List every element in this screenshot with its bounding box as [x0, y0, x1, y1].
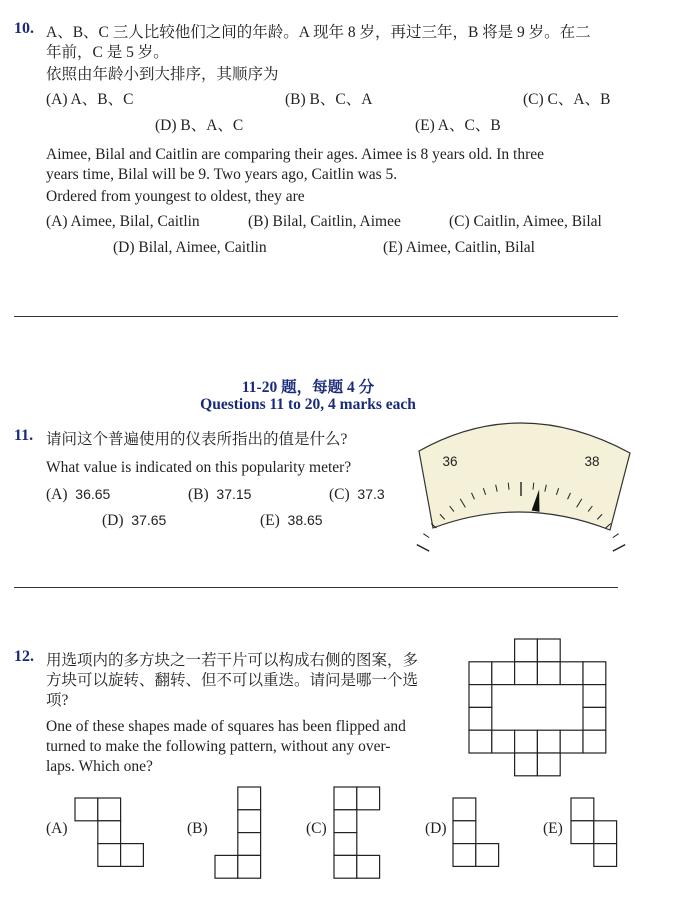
grid-square: [238, 855, 261, 878]
grid-square: [492, 662, 515, 685]
q10-cn-option-b[interactable]: (B) B、C、A: [285, 91, 373, 108]
grid-square: [492, 730, 515, 753]
q12-option-shape-c: [334, 787, 380, 878]
q11-option-d-value: 37.65: [131, 512, 167, 528]
grid-square: [98, 844, 121, 867]
q10-cn-option-a[interactable]: (A) A、B、C: [46, 91, 134, 108]
grid-square: [583, 685, 606, 708]
q10-en-option-c[interactable]: (C) Caitlin, Aimee, Bilal: [449, 213, 602, 230]
q11-option-e-letter: (E): [260, 512, 280, 529]
grid-square: [357, 787, 380, 810]
grid-square: [98, 821, 121, 844]
q10-cn-line3: 依照由年龄小到大排序，其顺序为: [46, 66, 279, 83]
q12-option-d-label[interactable]: (D): [425, 820, 447, 837]
q11-option-a-value: 36.65: [75, 486, 111, 502]
grid-square: [537, 639, 560, 662]
grid-square: [334, 787, 357, 810]
meter-max-label: 38: [584, 454, 600, 469]
grid-square: [594, 821, 617, 844]
grid-square: [515, 730, 538, 753]
q12-en-line3: laps. Which one?: [46, 758, 153, 775]
grid-square: [469, 685, 492, 708]
meter-min-label: 36: [442, 454, 458, 469]
q11-option-e-value: 38.65: [287, 512, 323, 528]
q12-cn-line2: 方块可以旋转、翻转、但不可以重迭。请问是哪一个选: [46, 672, 419, 689]
grid-square: [469, 662, 492, 685]
q11-option-d-letter: (D): [102, 512, 124, 529]
grid-square: [75, 798, 98, 821]
q10-cn-option-d[interactable]: (D) B、A、C: [155, 117, 244, 134]
q10-en-line2: years time, Bilal will be 9. Two years ago, Caitlin was 5.: [46, 166, 398, 183]
grid-square: [334, 810, 357, 833]
q12-option-c-label[interactable]: (C): [306, 820, 327, 837]
q10-en-option-b[interactable]: (B) Bilal, Caitlin, Aimee: [248, 213, 401, 230]
grid-square: [453, 798, 476, 821]
q10-number: 10.: [14, 20, 34, 37]
q12-option-b-label[interactable]: (B): [187, 820, 208, 837]
grid-square: [121, 844, 144, 867]
grid-square: [453, 844, 476, 867]
q12-en-line1: One of these shapes made of squares has been flipped and: [46, 718, 406, 735]
grid-square: [476, 844, 499, 867]
q12-cn-line1: 用选项内的多方块之一若干片可以构成右侧的图案，多: [46, 652, 419, 669]
grid-square: [238, 787, 261, 810]
grid-square: [357, 855, 380, 878]
grid-square: [98, 798, 121, 821]
grid-square: [537, 730, 560, 753]
grid-square: [537, 662, 560, 685]
grid-square: [334, 833, 357, 856]
q12-number: 12.: [14, 648, 34, 665]
grid-square: [594, 844, 617, 867]
grid-square: [334, 855, 357, 878]
grid-square: [583, 730, 606, 753]
grid-square: [469, 730, 492, 753]
q11-option-b-value: 37.15: [216, 486, 252, 502]
grid-square: [215, 855, 238, 878]
q10-en-option-a[interactable]: (A) Aimee, Bilal, Caitlin: [46, 213, 200, 230]
grid-square: [238, 833, 261, 856]
q12-option-a-label[interactable]: (A): [46, 820, 68, 837]
q10-en-line3: Ordered from youngest to oldest, they are: [46, 188, 305, 205]
q12-option-e-label[interactable]: (E): [543, 820, 563, 837]
q11-option-c-value: 37.3: [357, 486, 385, 502]
q11-option-a-letter: (A): [46, 486, 68, 503]
q10-cn-line2: 年前，C 是 5 岁。: [46, 44, 169, 61]
q12-cn-line3: 项?: [46, 692, 69, 709]
grid-square: [537, 753, 560, 776]
q11-option-b-letter: (B): [188, 486, 209, 503]
grid-square: [583, 662, 606, 685]
q11-en-text: What value is indicated on this popularity meter?: [46, 459, 352, 476]
section-title-cn: 11-20 题，每题 4 分: [241, 379, 375, 396]
grid-square: [583, 707, 606, 730]
q10-en-option-e[interactable]: (E) Aimee, Caitlin, Bilal: [383, 239, 535, 256]
q12-option-shape-d: [453, 798, 499, 866]
q12-target-pattern: [469, 639, 606, 776]
q10-cn-option-e[interactable]: (E) A、C、B: [415, 117, 501, 134]
q11-number: 11.: [14, 427, 34, 444]
q11-option-c-letter: (C): [329, 486, 350, 503]
q10-cn-option-c[interactable]: (C) C、A、B: [523, 91, 611, 108]
q12-option-shapes: [75, 787, 617, 878]
grid-square: [515, 662, 538, 685]
q10-en-option-d[interactable]: (D) Bilal, Aimee, Caitlin: [113, 239, 267, 256]
grid-square: [515, 753, 538, 776]
q11-cn-text: 请问这个普遍使用的仪表所指出的值是什么?: [46, 431, 348, 448]
q12-option-shape-a: [75, 798, 143, 866]
q10-cn-line1: A、B、C 三人比较他们之间的年龄。A 现年 8 岁，再过三年，B 将是 9 岁。在二: [46, 24, 591, 41]
section-title-en: Questions 11 to 20, 4 marks each: [200, 396, 416, 413]
grid-square: [571, 798, 594, 821]
grid-square: [469, 707, 492, 730]
grid-square: [571, 821, 594, 844]
grid-square: [560, 730, 583, 753]
grid-square: [453, 821, 476, 844]
grid-square: [560, 662, 583, 685]
grid-square: [515, 639, 538, 662]
q12-option-shape-b: [215, 787, 261, 878]
q10-en-line1: Aimee, Bilal and Caitlin are comparing their ages. Aimee is 8 years old. In three: [46, 146, 544, 163]
q12-en-line2: turned to make the following pattern, without any over-: [46, 738, 391, 755]
grid-square: [238, 810, 261, 833]
q12-option-shape-e: [571, 798, 617, 866]
